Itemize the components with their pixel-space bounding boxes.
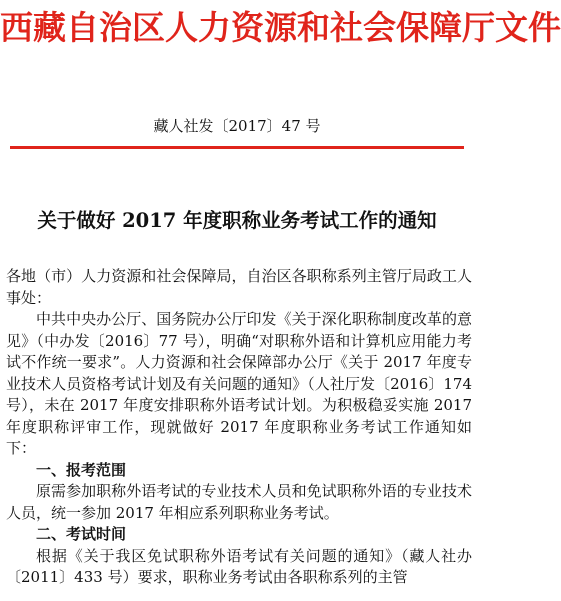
issuing-org-header: 西藏自治区人力资源和社会保障厅文件 [0, 8, 561, 47]
document-number: 藏人社发〔2017〕47 号 [153, 117, 321, 135]
section-1-paragraph: 原需参加职称外语考试的专业技术人员和免试职称外语的专业技术人员，统一参加 2017 年相应系列职称业务考试。 [6, 482, 472, 522]
document-title: 关于做好 2017 年度职称业务考试工作的通知 [37, 209, 437, 232]
section-1-heading: 一、报考范围 [36, 460, 127, 479]
addressee: 各地（市）人力资源和社会保障局，自治区各职称系列主管厅局政工人事处： [6, 267, 472, 307]
intro-paragraph: 中共中央办公厅、国务院办公厅印发《关于深化职称制度改革的意见》（中办发〔2016〕77 号），明确“对职称外语和计算机应用能力考试不作统一要求”。人力资源和社会保障部办公厅《关于 2017 年度专业技术人员资格考试计划及有关问题的通知》（人社厅发〔2016〕174 号），未在 2017 年度安排职称外语考试计划。为积极稳妥实施 2017 年度职称评审工作，现就做好 2017 年度职称业务考试工作通知如下： [6, 310, 472, 457]
section-2-paragraph: 根据《关于我区免试职称外语考试有关问题的通知》（藏人社办〔2011〕433 号）要求，职称业务考试由各职称系列的主管 [6, 546, 472, 586]
document-body [6, 266, 472, 589]
section-2-heading: 二、考试时间 [36, 525, 127, 543]
red-divider-rule [10, 146, 464, 149]
